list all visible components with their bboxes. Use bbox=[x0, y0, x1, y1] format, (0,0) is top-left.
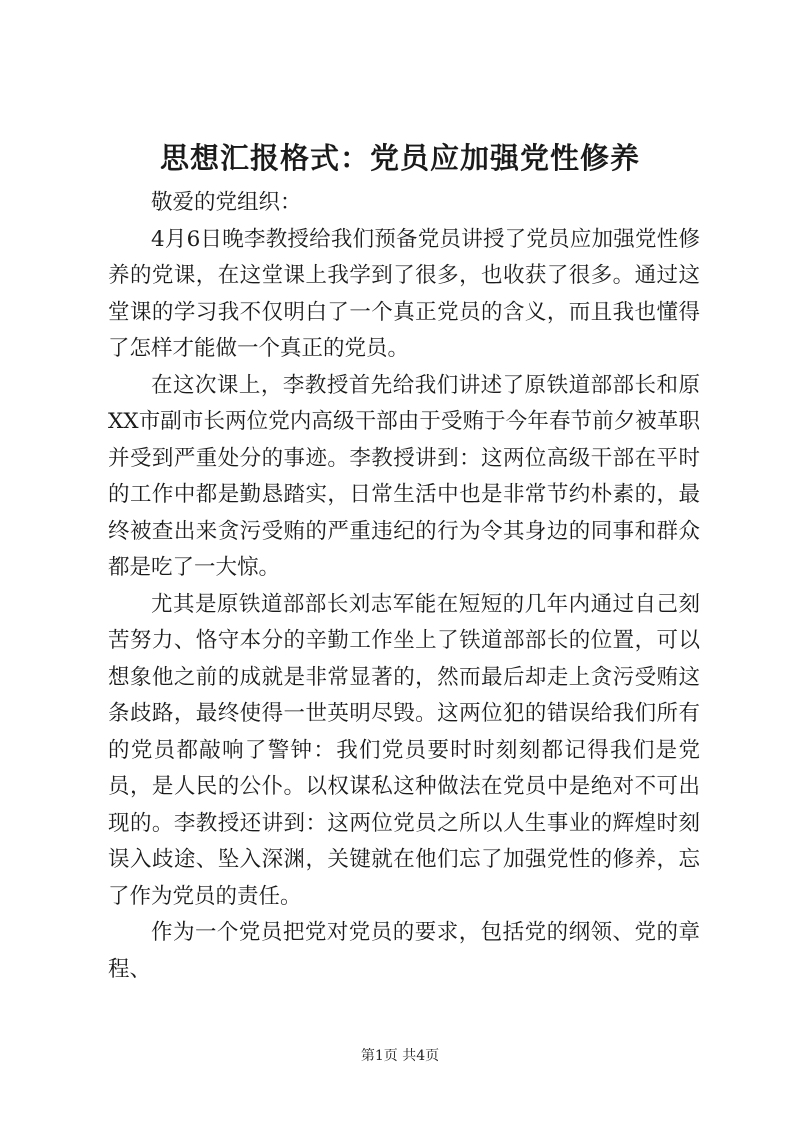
document-body bbox=[108, 185, 700, 988]
salutation: 敬爱的党组织： bbox=[151, 190, 302, 215]
page-number: 第1页 共4页 bbox=[360, 1048, 440, 1064]
paragraph-1: 4月6日晚李教授给我们预备党员讲授了党员应加强党性修养的党课，在这堂课上我学到了很多，也收获了很多。通过这堂课的学习我不仅明白了一个真正党员的含义，而且我也懂得了怎样才能做一个真正的党员。 bbox=[108, 226, 700, 361]
paragraph-4: 作为一个党员把党对党员的要求，包括党的纲领、党的章程、 bbox=[108, 920, 700, 982]
paragraph-3: 尤其是原铁道部部长刘志军能在短短的几年内通过自己刻苦努力、恪守本分的辛勤工作坐上了铁道部部长的位置，可以想象他之前的成就是非常显著的，然而最后却走上贪污受贿这条歧路，最终使得一世英明尽毁。这两位犯的错误给我们所有的党员都敲响了警钟：我们党员要时时刻刻都记得我们是党员，是人民的公仆。以权谋私这种做法在党员中是绝对不可出现的。李教授还讲到：这两位党员之所以人生事业的辉煌时刻误入歧途、坠入深渊，关键就在他们忘了加强党性的修养，忘了作为党员的责任。 bbox=[108, 591, 700, 909]
paragraph-2: 在这次课上，李教授首先给我们讲述了原铁道部部长和原XX市副市长两位党内高级干部由于受贿于今年春节前夕被革职并受到严重处分的事迹。李教授讲到：这两位高级干部在平时的工作中都是勤恳踏实，日常生活中也是非常节约朴素的，最终被查出来贪污受贿的严重违纪的行为令其身边的同事和群众都是吃了一大惊。 bbox=[108, 372, 700, 580]
page-title: 思想汇报格式：党员应加强党性修养 bbox=[159, 141, 640, 175]
